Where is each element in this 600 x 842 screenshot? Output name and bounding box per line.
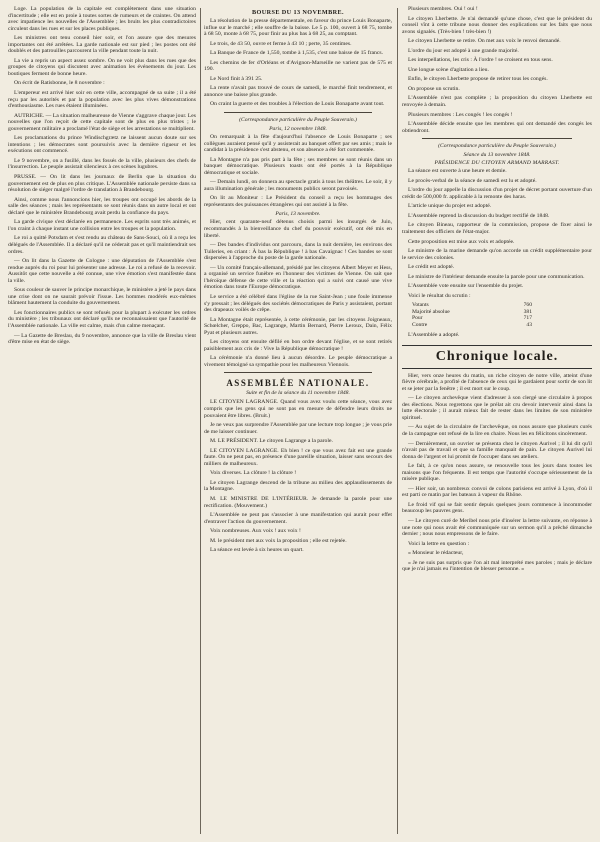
vote-label: Majorité absolue [412,308,450,315]
chronique-paragraph: Le froid vif qui se fait sentir depuis quelques jours commence à incommoder beaucoup les pauvres gens. [402,501,592,515]
column-right [402,6,592,836]
session-paragraph: Le procès-verbal de la séance de samedi est lu et adopté. [408,177,537,184]
chronique-paragraph: Voici la lettre en question : [408,540,470,547]
assembly-paragraph: Le citoyen Lherbette se retire. On met aux voix le renvoi demandé. [408,38,561,45]
session-paragraph: Voici le résultat du scrutin : [408,292,471,299]
article-paragraph: Loge. La population de la capitale est complètement dans une situation d'incertitude ; elle est en proie à toutes sortes de rumeurs et de craintes. On attend avec impatience les nouvelles de l'Assemblée ; les bruits les plus contradictoires circulent dans les rues et sur les places publiques. [8,6,196,32]
session-paragraph: L'Assemblée vote ensuite sur l'ensemble du projet. [408,283,524,290]
chronique-paragraph: — Hier soir, un nombreux convoi de colons parisiens est arrivé à Lyon, d'où il est parti ce matin par les bateaux à vapeur du Rhône. [402,485,592,499]
correspondence-paragraph: Le service a été célébré dans l'église de la rue Saint-Jean ; une foule immense s'y pressait ; les délégués des sociétés démocratiques de Paris y assistaient, portant des drapeaux voilés de crêpe. [204,293,392,314]
assembly-paragraph: LE CITOYEN LAGRANGE. Quand vous avez voulu cette séance, vous avez compris que les gens qui ne sont pas en mesure de défendre leurs droits ne pouvaient être libres. (Bruit.) [204,399,392,419]
column-divider [200,8,201,834]
vote-value: 760 [523,302,532,309]
assembly-paragraph: Voix nombreuses. Aux voix ! aux voix ! [210,528,301,535]
bourse-paragraph: Les chemins de fer d'Orléans et d'Avignon-Marseille ne varient pas de 575 et 190. [204,59,392,73]
vote-value: 43 [526,321,532,328]
assembly-paragraph: Une longue scène d'agitation a lieu. [408,66,489,73]
correspondence-heading: (Correspondance particulière du Peuple Souverain.) [438,143,556,150]
chronique-paragraph: « Monsieur le rédacteur, [408,550,464,557]
correspondence-paragraph: — Des bandes d'individus ont parcouru, dans la nuit dernière, les environs des Tuileries, en criant : À bas la République ! à bas Cavaignac ! Ces bandes se sont dispersées à l'approche du poste de la garde nationale. [204,242,392,262]
assembly-paragraph: Voix diverses. La clôture ! la clôture ! [210,470,297,477]
article-paragraph: — On lit dans la Gazette de Cologne : une députation de l'Assemblée s'est rendue auprès du roi pour lui présenter une adresse. Le roi a refusé de la recevoir. Aussitôt que cette nouvelle a été connue, une vive émotion s'est manifestée dans la ville. [8,258,196,284]
assembly-paragraph: M. le président met aux voix la proposition ; elle est rejetée. [210,537,347,544]
session-paragraph: Le ministre de l'intérieur demande ensuite la parole pour une communication. [408,273,585,280]
presidency-line: PRÉSIDENCE DU CITOYEN ARMAND MARRAST. [434,160,560,167]
session-paragraph: Cette proposition est mise aux voix et adoptée. [408,238,515,245]
article-paragraph: Les ministres ont tenu conseil hier soir, et l'on assure que des mesures importantes ont été arrêtées. La garde nationale est sur pied ; les postes ont été doublés et des patrouilles parcourent la ville pendant toute la nuit. [8,35,196,55]
correspondence-paragraph: — Demain lundi, on donnera au spectacle gratis à tous les théâtres. Le soir, il y aura illumination générale ; les monuments publics seront pavoisés. [204,179,392,192]
chronique-paragraph: « Je ne suis pas surpris que l'on ait mal interprété mes paroles ; mais je déclare que je n'ai jamais eu l'intention de blesser personne. » [402,559,592,573]
dateline: Paris, 12 novembre 1848. [269,126,327,133]
vote-row [412,322,532,328]
assembly-paragraph: L'Assemblée ne peut pas s'associer à une manifestation qui aurait pour effet d'entraver l'action du gouvernement. [204,512,392,525]
correspondence-heading: (Correspondance particulière du Peuple Souverain.) [239,117,357,124]
assembly-paragraph: M. LE PRÉSIDENT. Le citoyen Lagrange a la parole. [210,438,333,445]
article-paragraph: Le 9 novembre, on a fusillé, dans les fossés de la ville, plusieurs des chefs de l'insurrection. Le peuple assistait silencieux à ces scènes lugubres. [8,157,196,171]
correspondence-paragraph: On remarquait à la fête d'aujourd'hui l'absence de Louis Bonaparte ; ses collègues auraient pensé qu'il y assisterait au banquet offert par ses amis ; mais le candidat à la présidence s'est abstenu, et son absence a été fort commentée. [204,134,392,154]
separator-rule [224,112,372,113]
article-paragraph: Les proclamations du prince Windischgrætz ne laissent aucun doute sur ses intentions ; les démocrates sont poursuivis avec la dernière rigueur et les exécutions ont commencé. [8,135,196,155]
article-paragraph: Le roi a quitté Potsdam et s'est rendu au château de Sans-Souci, où il a reçu les délégués de l'Assemblée. Il a déclaré qu'il ne céderait pas et qu'il maintiendrait ses ordres. [8,235,196,255]
assembly-paragraph: Enfin, le citoyen Lherbette propose de retirer tous les congés. [408,76,548,83]
session-dateline: Séance du 13 novembre 1848. [463,152,531,159]
correspondence-paragraph: La Montagne était représentée, à cette cérémonie, par les citoyens Joigneaux, Schœlcher, Greppo, Bac, Lagrange, Martin Bernard, Pierre Leroux, Dain, Félix Pyat et plusieurs autres. [204,316,392,336]
article-paragraph: La garde civique s'est déclarée en permanence. Les esprits sont très animés, et l'on craint à chaque instant une collision entre les troupes et la population. [8,219,196,232]
article-paragraph: L'empereur est arrivé hier soir en cette ville, accompagné de sa suite ; il a été reçu par les autorités et par la population avec les plus vives démonstrations d'enthousiasme. Les rues étaient illuminées. [8,90,196,110]
assembly-paragraph: Je ne veux pas surprendre l'Assemblée par une lecture trop longue ; je vous prie de me laisser continuer. [204,422,392,435]
chronique-title: Chronique locale. [402,345,592,369]
session-paragraph: La séance est ouverte à une heure et demie. [408,168,507,175]
assembly-paragraph: L'ordre du jour est adopté à une grande majorité. [408,47,519,54]
vote-label: Votants [412,302,429,309]
chronique-paragraph: — Dernièrement, un ouvrier se présenta chez le citoyen Aurivel ; il lui dit qu'il n'avait pas de travail et que sa famille manquait de pain. Le citoyen Aurivel lui donna de l'argent et lui promit de l'occuper dans ses ateliers. [402,440,592,460]
correspondence-paragraph: Les citoyens ont ensuite défilé en bon ordre devant l'église, et se sont retirés paisiblement aux cris de : Vive la République démocratique ! [204,339,392,352]
correspondence-paragraph: Hier, cent quarante-neuf détenus choisis parmi les insurgés de Juin, recommandés à la bienveillance du chef du pouvoir exécutif, ont été mis en liberté. [204,219,392,239]
article-paragraph: Les fonctionnaires publics se sont refusés pour la plupart à exécuter les ordres du ministère ; les tribunaux ont déclaré qu'ils ne reconnaissaient que l'autorité de l'Assemblée nationale. La ville est calme, mais d'un calme menaçant. [8,309,196,329]
chronique-paragraph: — Au sujet de la circulaire de l'archevêque, on nous assure que plusieurs curés de la campagne ont refusé de la lire en chaire. Nous les en félicitons sincèrement. [402,424,592,437]
correspondence-paragraph: La Montagne n'a pas pris part à la fête ; ses membres se sont réunis dans un banquet démocratique. Plusieurs toasts ont été portés à la République démocratique et sociale. [204,156,392,176]
article-paragraph: Ainsi, comme nous l'annoncions hier, les troupes ont occupé les abords de la salle des séances ; mais les représentants se sont réunis dans un autre local et ont déclaré que le ministère Brandebourg avait perdu la confiance du pays. [8,196,196,216]
assembly-heading: ASSEMBLÉE NATIONALE. [226,378,370,389]
bourse-paragraph: La rente n'avait pas trouvé de cours de samedi, le marché finit tendrement, et annonce une baisse plus grande. [204,85,392,98]
bourse-paragraph: On craint la guerre et des troubles à l'élection de Louis Bonaparte avant tout. [210,101,385,108]
session-paragraph: Le crédit est adopté. [408,264,455,271]
column-middle [204,6,392,836]
dateline-2: Paris, 13 novembre. [275,211,321,218]
separator-rule [422,138,572,139]
assembly-subheading: Suite et fin de la séance du 11 novembre 1848. [246,390,350,397]
article-paragraph: — La Gazette de Breslau, du 9 novembre, annonce que la ville de Breslau vient d'être mise en état de siège. [8,332,196,346]
article-paragraph: Sous couleur de sauver le principe monarchique, le ministère a jeté le pays dans une crise dont on ne saurait prévoir l'issue. Les hommes modérés eux-mêmes blâment hautement la conduite du gouvernement. [8,287,196,307]
correspondence-paragraph: — Un comité français-allemand, présidé par les citoyens Albert Meyer et Hess, a organisé un service funèbre en l'honneur des victimes de Vienne. On sait que l'héroïque défense de cette ville et la réaction qui a suivi ont causé une vive émotion dans toute l'Europe démocratique. [204,264,392,291]
newspaper-page [8,6,592,836]
vote-results-table [412,302,532,328]
session-paragraph: L'article unique du projet est adopté. [408,203,492,210]
assembly-paragraph: LE CITOYEN LAGRANGE. Eh bien ! ce que vous avez fait est une grande faute. On ne peut pas, en présence d'une pareille situation, laisser sans secours des milliers de malheureux. [204,447,392,467]
separator-rule [224,372,372,373]
article-paragraph: AUTRICHE. — La situation malheureuse de Vienne s'aggrave chaque jour. Les nouvelles que l'on reçoit de cette capitale sont de plus en plus tristes ; le gouvernement militaire a proclamé l'état de siège et les arrestations se multiplient. [8,112,196,132]
article-paragraph: La vie a repris un aspect assez sombre. On ne voit plus dans les rues que des groupes de citoyens qui discutent avec animation les événements du jour. Les boutiques ferment de bonne heure. [8,57,196,77]
vote-label: Pour [412,315,423,322]
column-left [8,6,196,836]
correspondence-paragraph: La cérémonie n'a donné lieu à aucun désordre. Le peuple démocratique a vivement témoigné sa sympathie pour les malheureux Viennois. [204,355,392,368]
bourse-heading: BOURSE DU 13 NOVEMBRE. [252,9,344,16]
assembly-paragraph: Plusieurs membres. Oui ! oui ! [408,6,478,12]
vote-value: 381 [523,308,532,315]
session-paragraph: L'Assemblée reprend la discussion du budget rectifié de 1848. [408,212,550,219]
assembly-paragraph: Les interpellations, les cris : À l'ordre ! se croisent en tous sens. [408,57,553,64]
assembly-paragraph: Le citoyen Lherbette. Je n'ai demandé qu'une chose, c'est que le président du conseil vînt à cette tribune nous donner des explications sur les faits que nous avons signalés. (Très-bien ! très-bien !) [402,15,592,35]
correspondence-paragraph: On lit au Moniteur : Le Président du conseil a reçu les hommages des représentants des puissances étrangères qui ont assisté à la fête. [204,195,392,208]
bourse-paragraph: La résolution de la presse départementale, en faveur du prince Louis Bonaparte, influe sur le marché ; elle souffre de la baisse. Le 5 p. 100, ouvert à 68 75, tombe à 68 50, monte à 68 75, pour finir au plus bas à 68 25, au comptant. [204,18,392,38]
assembly-paragraph: M. LE MINISTRE DE L'INTÉRIEUR. Je demande la parole pour une rectification. (Mouvement.) [204,495,392,509]
assembly-paragraph: La séance est levée à six heures un quart. [210,547,304,554]
article-paragraph: On écrit de Ratisbonne, le 8 novembre : [14,80,105,87]
assembly-paragraph: On propose un scrutin. [408,85,460,92]
vote-value: 717 [523,315,532,322]
vote-label: Contre [412,321,428,328]
assembly-paragraph: L'Assemblée décide ensuite que les membres qui ont demandé des congés les obtiendront. [402,121,592,134]
chronique-paragraph: — Le citoyen curé de Meribel nous prie d'insérer la lettre suivante, en réponse à une note qui nous avait été communiquée sur un sermon qu'il a prêché dimanche dernier ; nous nous empressons de le faire. [402,517,592,538]
article-paragraph: PRUSSE. — On lit dans les journaux de Berlin que la situation du gouvernement est de plus en plus critique. L'Assemblée nationale persiste dans sa résolution de siéger malgré l'ordre de translation à Brandebourg. [8,174,196,194]
chronique-paragraph: — Le citoyen archevêque vient d'adresser à son clergé une circulaire à propos des élections. Nous regrettons que le prélat ait cru devoir intervenir ainsi dans la lutte électorale ; il aurait mieux fait de rester dans les limites de son ministère spirituel. [402,395,592,421]
column-divider [397,8,398,834]
assembly-paragraph: Plusieurs membres : Les congés ! les congés ! [408,111,513,118]
session-paragraph: Le citoyen Bineau, rapporteur de la commission, propose de fixer ainsi le traitement des officiers de l'état-major. [402,222,592,236]
session-paragraph: L'ordre du jour appelle la discussion d'un projet de décret portant ouverture d'un crédit de 500,000 fr. applicable à la remonte des haras. [402,187,592,200]
assembly-paragraph: L'Assemblée n'est pas complète ; la proposition du citoyen Lherbette est renvoyée à demain. [402,95,592,109]
assembly-paragraph: Le citoyen Lagrange descend de la tribune au milieu des applaudissements de la Montagne. [204,479,392,493]
chronique-paragraph: Le fait, à ce qu'on nous assure, se renouvelle tous les jours dans toutes les maisons que l'on fréquente. Il est temps que l'autorité s'occupe sérieusement de la misère publique. [402,463,592,483]
session-paragraph: Le ministre de la marine demande qu'on accorde un crédit supplémentaire pour le service des colonies. [402,248,592,261]
chronique-paragraph: Hier, vers onze heures du matin, un riche citoyen de notre ville, atteint d'une fièvre cérébrale, a profité de l'absence de ceux qui le gardaient pour sortir de son lit et se jeter par la fenêtre ; il est mort sur le coup. [402,372,592,392]
bourse-paragraph: Le trois, de 43 50, ouvre et ferme à 43 10 ; perte, 35 centimes. [210,40,352,47]
bourse-paragraph: La Banque de France de 1,550, tombe à 1,535, c'est une baisse de 15 francs. [210,50,384,57]
vote-conclusion: L'Assemblée a adopté. [408,332,460,339]
bourse-paragraph: Le Nord finit à 391 25. [210,75,263,82]
